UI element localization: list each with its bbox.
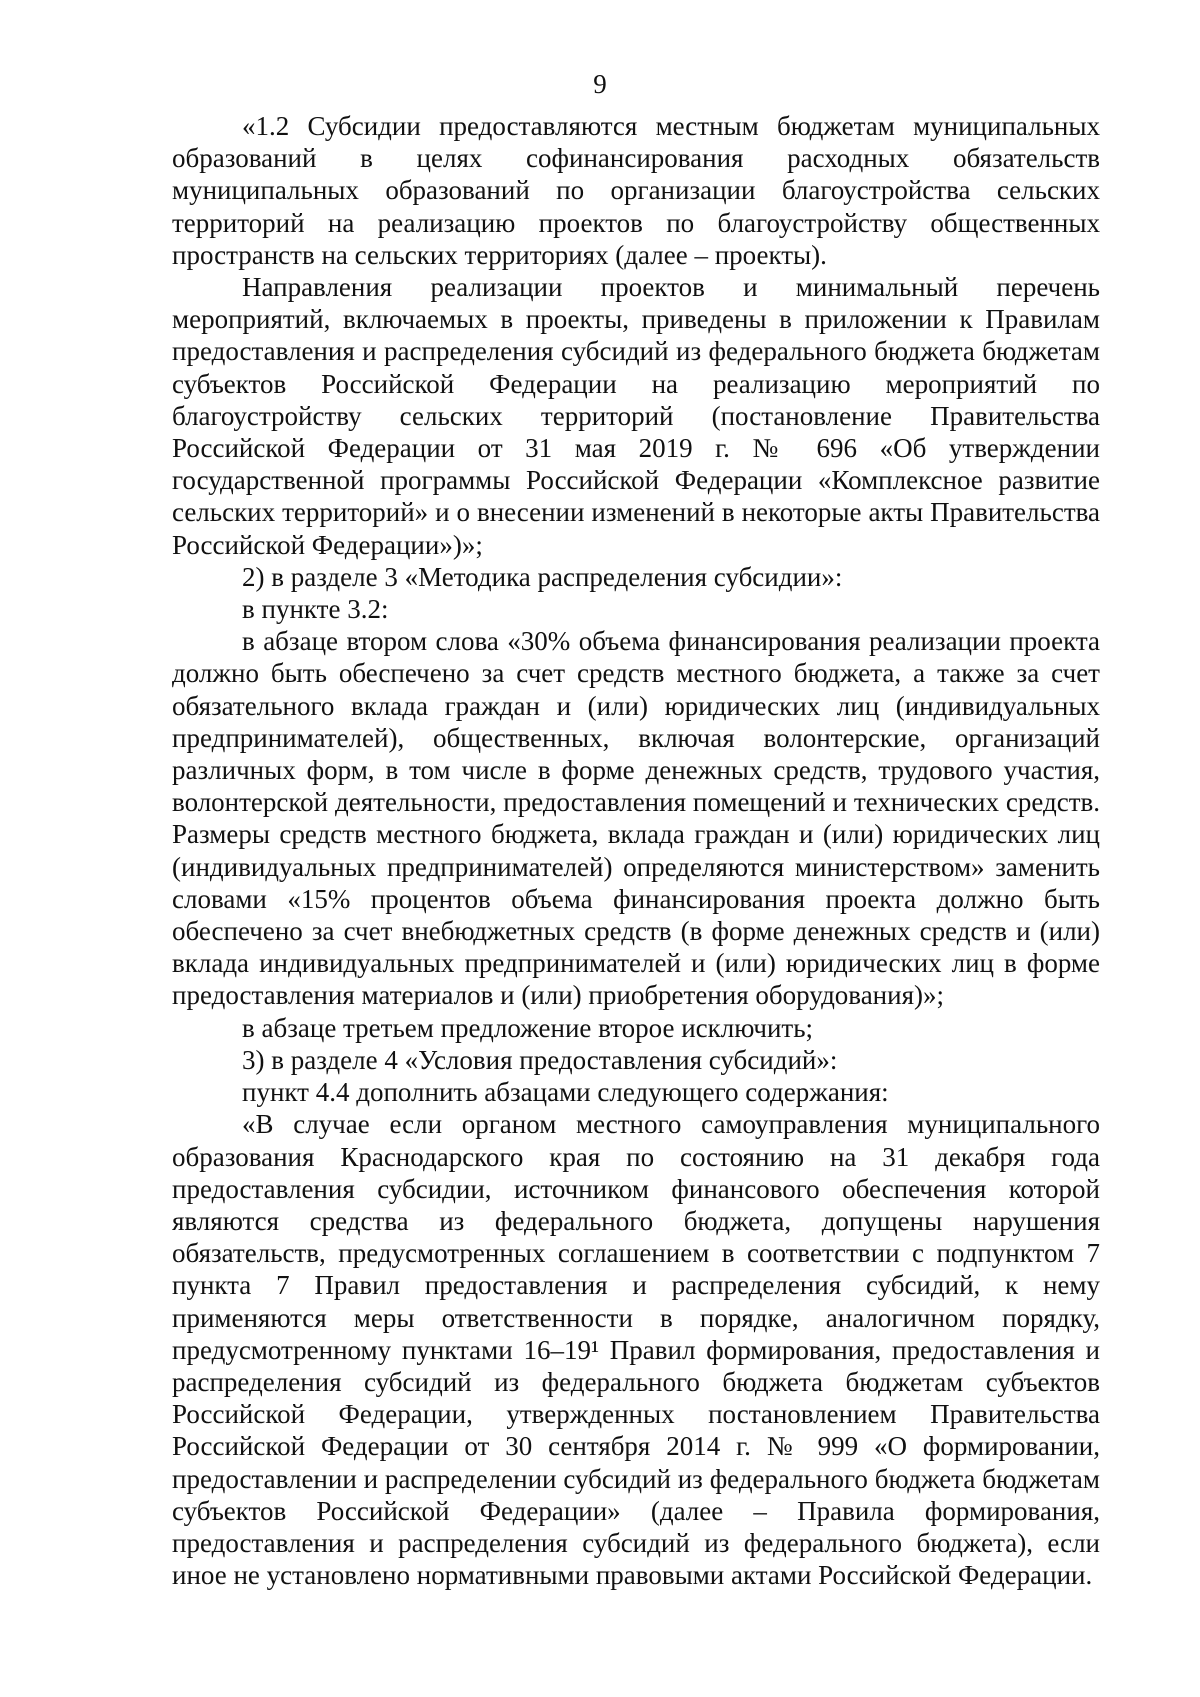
paragraph-responsibility-measures: «В случае если органом местного самоуправления муниципального образования Краснодарского края по состоянию на 31 декабря года предоставления субсидии, источником финансового обеспечения которой являются средства из федерального бюджета, допущены нарушения обязательств, предусмотренных соглашением в соответствии с подпунктом 7 пункта 7 Правил предоставления и распределения субсидий, к нему применяются меры ответственности в порядке, аналогичном порядку, предусмотренному пунктами 16–19¹ Правил формирования, предоставления и распределения субсидий из федерального бюджета бюджетам субъектов Российской Федерации, утвержденных постановлением Правительства Российской Федерации от 30 сентября 2014 г. № 999 «О формировании, предоставлении и распределении субсидий из федерального бюджета бюджетам субъектов Российской Федерации» (далее – Правила формирования, предоставления и распределения субсидий из федерального бюджета), если иное не установлено нормативными правовыми актами Российской Федерации. xyxy=(172,1109,1100,1591)
paragraph-project-directions: Направления реализации проектов и минимальный перечень мероприятий, включаемых в проекты, приведены в приложении к Правилам предоставления и распределения субсидий из федерального бюджета бюджетам субъектов Российской Федерации на реализацию мероприятий по благоустройству сельских территорий (постановление Правительства Российской Федерации от 31 мая 2019 г. № 696 «Об утверждении государственной программы Российской Федерации «Комплексное развитие сельских территорий» и о внесении изменений в некоторые акты Правительства Российской Федерации»)»; xyxy=(172,272,1100,560)
paragraph-point-3-2: в пункте 3.2: xyxy=(242,594,389,625)
paragraph-third-abzac: в абзаце третьем предложение второе исключить; xyxy=(242,1012,814,1043)
paragraph-second-abzac-replacement: в абзаце втором слова «30% объема финансирования реализации проекта должно быть обеспечено за счет средств местного бюджета, а также за счет обязательного вклада граждан и (или) юридических лиц (индивидуальных предпринимателей), общественных, включая волонтерские, организаций различных форм, в том числе в форме денежных средств, трудового участия, волонтерской деятельности, предоставления помещений и технических средств. Размеры средств местного бюджета, вклада граждан и (или) юридических лиц (индивидуальных предпринимателей) определяются министерством» заменить словами «15% процентов объема финансирования проекта должно быть обеспечено за счет внебюджетных средств (в форме денежных средств и (или) вклада индивидуальных предпринимателей и (или) юридических лиц в форме предоставления материалов и (или) приобретения оборудования)»; xyxy=(172,626,1100,1011)
paragraph-section-4: 3) в разделе 4 «Условия предоставления субсидий»: xyxy=(242,1044,838,1075)
paragraph-section-3: 2) в разделе 3 «Методика распределения субсидии»: xyxy=(242,561,843,592)
page-number: 9 xyxy=(593,69,607,99)
paragraph-subsidies-purpose: «1.2 Субсидии предоставляются местным бюджетам муниципальных образований в целях софинансирования расходных обязательств муниципальных образований по организации благоустройства сельских территорий на реализацию проектов по благоустройству общественных пространств на сельских территориях (далее – проекты). xyxy=(172,111,1100,270)
document-body xyxy=(172,110,1100,1591)
paragraph-point-4-4: пункт 4.4 дополнить абзацами следующего содержания: xyxy=(242,1077,889,1108)
